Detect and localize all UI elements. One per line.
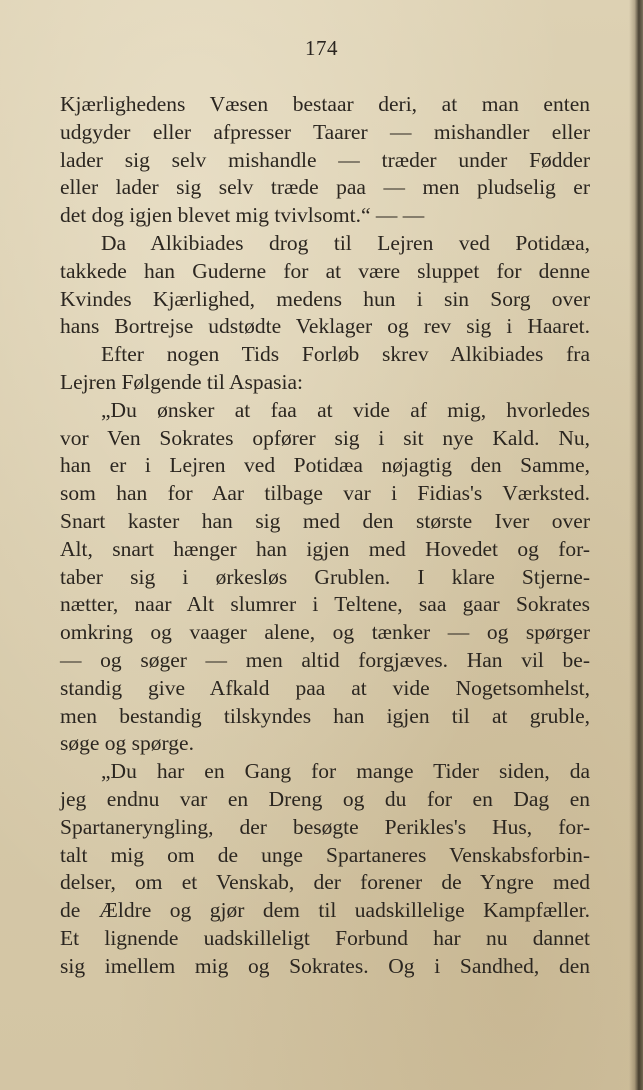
text-line: men bestandig tilskyndes han igjen til at gruble,: [60, 703, 590, 728]
text-line: det dog igjen blevet mig tvivlsomt.“ — —: [60, 203, 425, 228]
text-line: Spartaneryngling, der besøgte Perikles's Hus, for-: [60, 814, 590, 839]
text-line: eller lader sig selv træde paa — men pludselig er: [60, 175, 590, 200]
text-line: talt mig om de unge Spartaneres Venskabsforbin-: [60, 842, 590, 867]
text-line: delser, om et Venskab, der forener de Yngre med: [60, 870, 590, 895]
text-line: takkede han Guderne for at være sluppet for denne: [60, 258, 590, 283]
body-text: [60, 91, 590, 981]
text-line: nætter, naar Alt slumrer i Teltene, saa gaar Sokrates: [60, 592, 590, 617]
text-line: — og søger — men altid forgjæves. Han vil be-: [60, 647, 590, 672]
text-line: Lejren Følgende til Aspasia:: [60, 369, 304, 394]
text-line: som han for Aar tilbage var i Fidias's Værksted.: [60, 481, 590, 506]
page-edge-shadow: [629, 0, 643, 1090]
page-number: 174: [305, 36, 338, 60]
text-line: han er i Lejren ved Potidæa nøjagtig den Samme,: [60, 453, 590, 478]
text-line: „Du ønsker at faa at vide af mig, hvorledes: [101, 397, 590, 422]
text-line: Kvindes Kjærlighed, medens hun i sin Sorg over: [60, 286, 590, 311]
text-line: søge og spørge.: [60, 731, 194, 756]
text-line: lader sig selv mishandle — træder under Fødder: [60, 147, 590, 172]
text-line: Snart kaster han sig med den største Iver over: [60, 508, 590, 533]
text-line: sig imellem mig og Sokrates. Og i Sandhed, den: [60, 953, 590, 978]
text-line: Et lignende uadskilleligt Forbund har nu dannet: [60, 925, 590, 950]
text-line: udgyder eller afpresser Taarer — mishandler eller: [60, 119, 590, 144]
text-line: Efter nogen Tids Forløb skrev Alkibiades fra: [101, 342, 590, 367]
text-line: omkring og vaager alene, og tænker — og spørger: [60, 620, 590, 645]
text-line: hans Bortrejse udstødte Veklager og rev sig i Haaret.: [60, 314, 590, 339]
text-line: de Ældre og gjør dem til uadskillelige Kampfæller.: [60, 898, 590, 923]
text-line: „Du har en Gang for mange Tider siden, da: [101, 759, 590, 784]
text-line: jeg endnu var en Dreng og du for en Dag en: [60, 786, 590, 811]
text-line: standig give Afkald paa at vide Nogetsomhelst,: [60, 675, 590, 700]
text-line: taber sig i ørkesløs Grublen. I klare Stjerne-: [60, 564, 590, 589]
text-line: Kjærlighedens Væsen bestaar deri, at man enten: [60, 92, 590, 116]
text-line: vor Ven Sokrates opfører sig i sit nye Kald. Nu,: [60, 425, 590, 450]
text-line: Alt, snart hænger han igjen med Hovedet og for-: [60, 536, 590, 561]
text-line: Da Alkibiades drog til Lejren ved Potidæa,: [101, 230, 590, 255]
